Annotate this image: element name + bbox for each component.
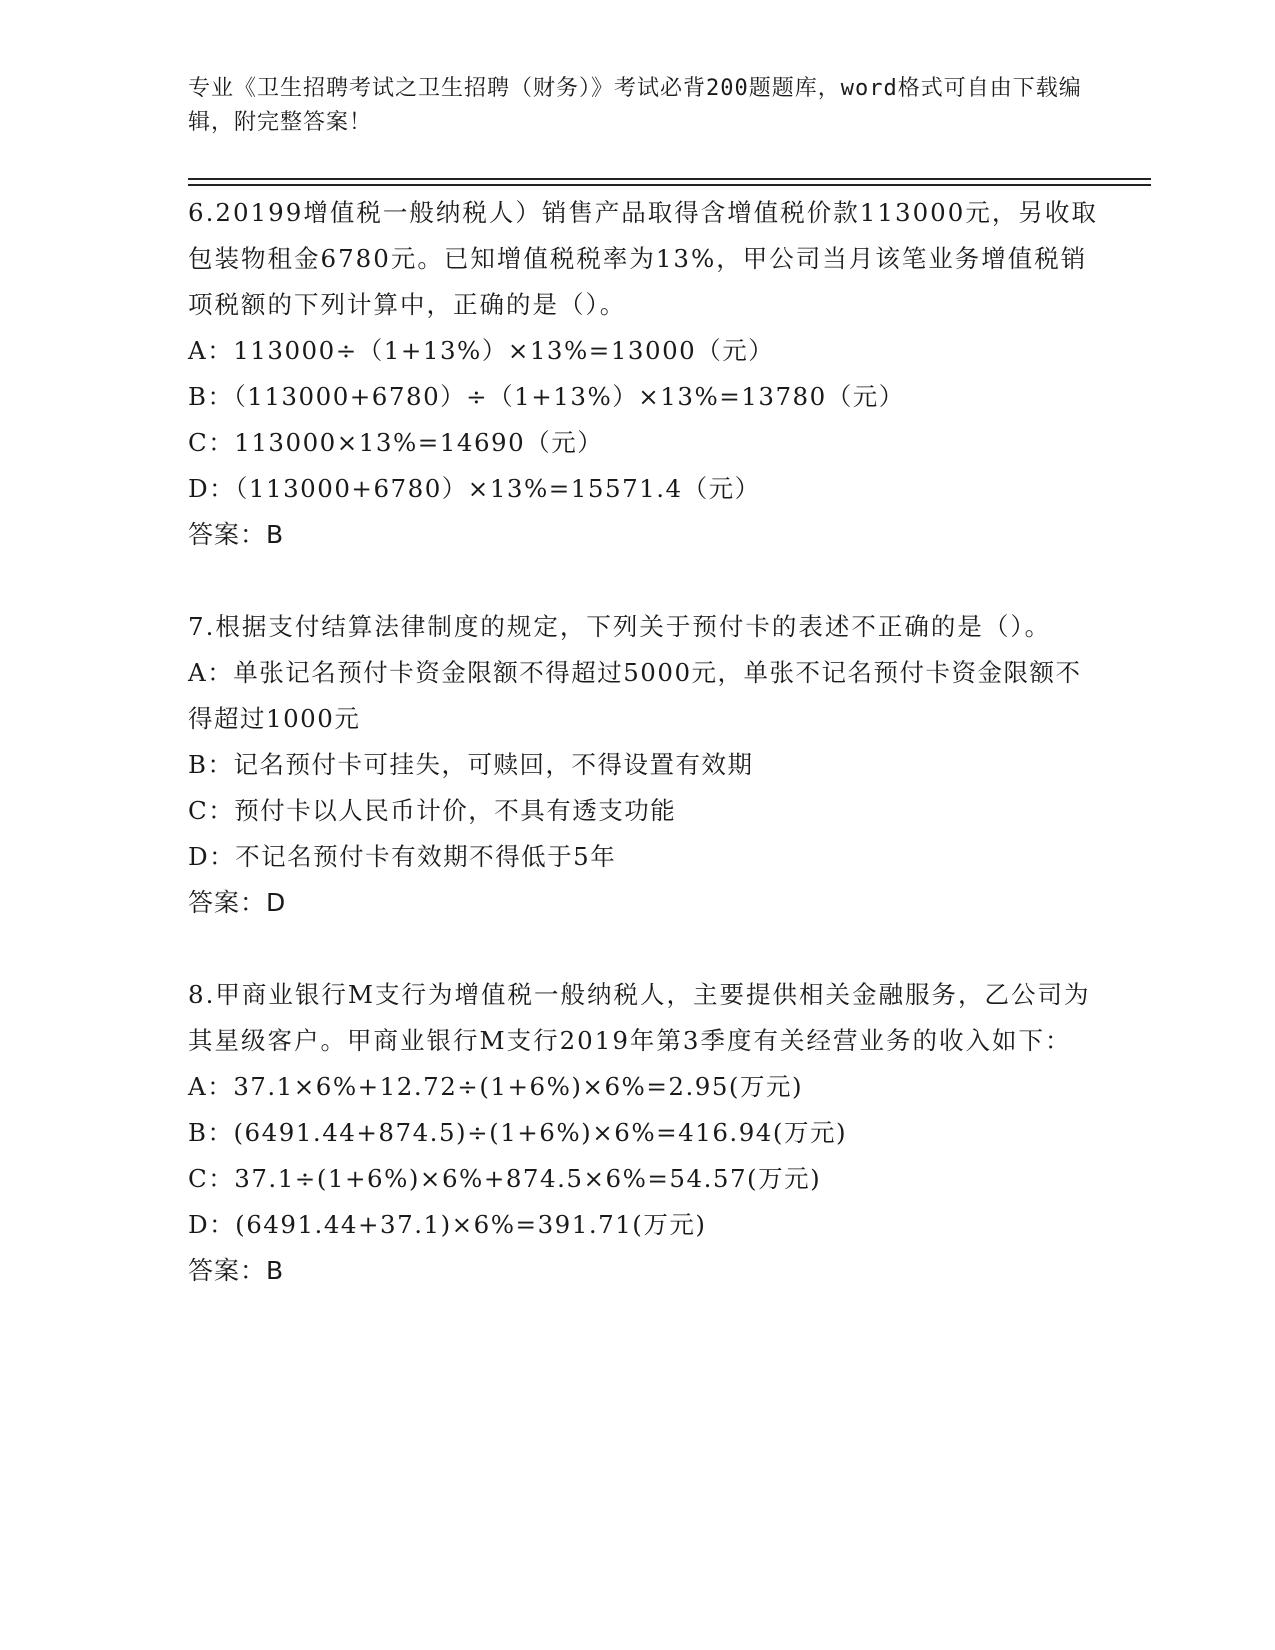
document-header: 专业《卫生招聘考试之卫生招聘（财务）》考试必背200题题库，word格式可自由下载编辑，附完整答案！ xyxy=(188,76,1082,135)
option-c: C：预付卡以人民币计价，不具有透支功能 xyxy=(188,796,677,825)
option-b: B：（113000+6780）÷（1+13%）×13%=13780（元） xyxy=(188,382,905,411)
option-b: B：记名预付卡可挂失，可赎回，不得设置有效期 xyxy=(188,750,754,779)
question-stem: 6.20199增值税一般纳税人）销售产品取得含增值税价款113000元，另收取包装物租金6780元。已知增值税税率为13%，甲公司当月该笔业务增值税销项税额的下列计算中，正确的是（）。 xyxy=(188,198,1098,319)
question-stem: 7.根据支付结算法律制度的规定，下列关于预付卡的表述不正确的是（）。 xyxy=(188,612,1052,641)
option-a: A：单张记名预付卡资金限额不得超过5000元，单张不记名预付卡资金限额不得超过1000元 xyxy=(188,658,1082,733)
question-stem: 8.甲商业银行M支行为增值税一般纳税人，主要提供相关金融服务，乙公司为其星级客户。甲商业银行M支行2019年第3季度有关经营业务的收入如下： xyxy=(188,980,1091,1055)
option-a: A：37.1×6%+12.72÷(1+6%)×6%=2.95(万元) xyxy=(188,1072,804,1101)
header-divider-top xyxy=(188,178,1151,180)
answer-line: 答案：B xyxy=(188,520,285,549)
question-7 xyxy=(188,604,1098,926)
question-6 xyxy=(188,190,1098,558)
option-c: C：37.1÷(1+6%)×6%+874.5×6%=54.57(万元) xyxy=(188,1164,822,1193)
question-list xyxy=(188,190,1098,1340)
answer-line: 答案：B xyxy=(188,1256,285,1285)
option-a: A：113000÷（1+13%）×13%=13000（元） xyxy=(188,336,775,365)
option-d: D：(6491.44+37.1)×6%=391.71(万元) xyxy=(188,1210,707,1239)
question-8 xyxy=(188,972,1098,1294)
option-c: C：113000×13%=14690（元） xyxy=(188,428,604,457)
answer-line: 答案：D xyxy=(188,888,287,917)
header-divider-bottom xyxy=(188,184,1151,186)
option-d: D：不记名预付卡有效期不得低于5年 xyxy=(188,842,617,871)
option-b: B：(6491.44+874.5)÷(1+6%)×6%=416.94(万元) xyxy=(188,1118,847,1147)
option-d: D：（113000+6780）×13%=15571.4（元） xyxy=(188,474,761,503)
